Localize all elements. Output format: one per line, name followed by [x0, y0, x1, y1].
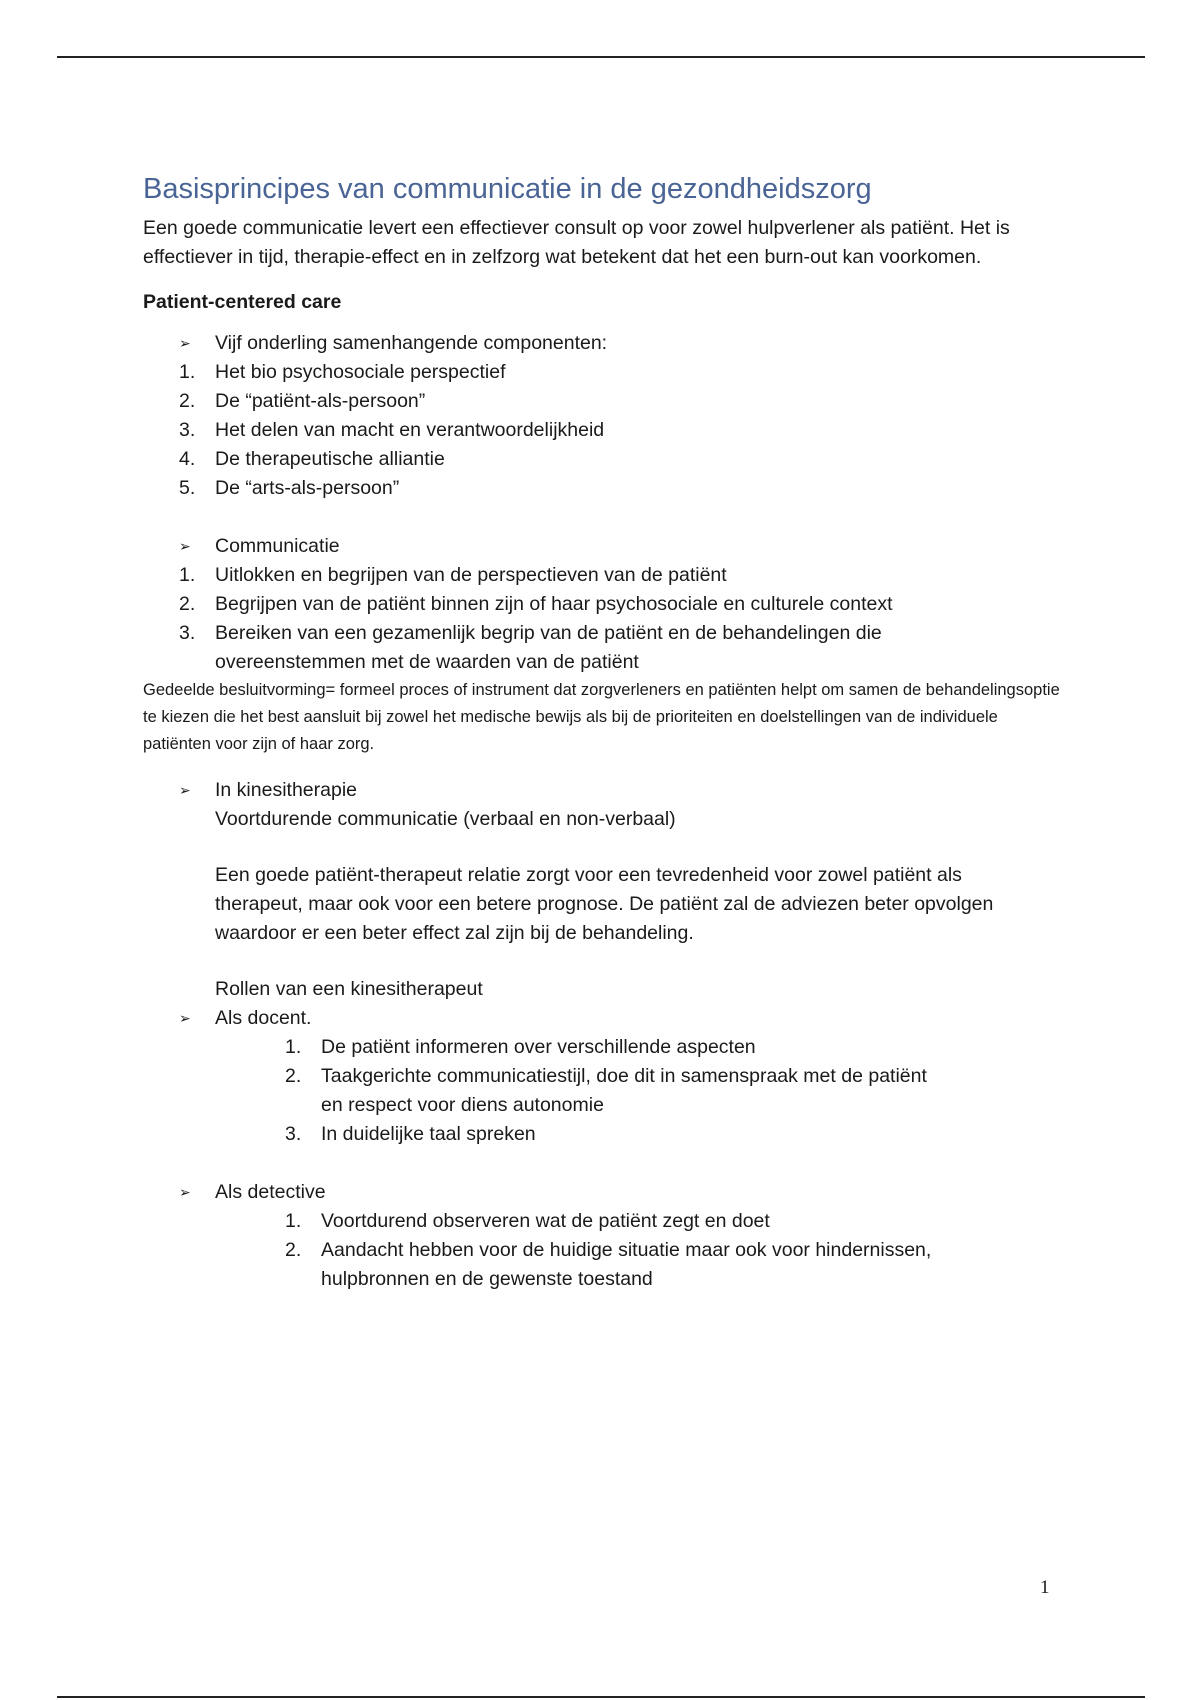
communicatie-bullet — [143, 532, 1063, 561]
intro-paragraph: Een goede communicatie levert een effectiever consult op voor zowel hulpverlener als patiënt. Het is effectiever in tijd, therapie-effect en in zelfzorg wat betekent dat het een burn-out kan voorkomen. — [143, 217, 1010, 268]
docent-bullet — [143, 1004, 1063, 1033]
list-item — [143, 619, 975, 677]
item-text: De therapeutische alliantie — [215, 448, 445, 470]
roles-label: Rollen van een kinesitherapeut — [215, 978, 483, 1000]
item-number: 1. — [179, 361, 196, 383]
bullet-text: Vijf onderling samenhangende componenten: — [215, 332, 608, 354]
item-text: De patiënt informeren over verschillende aspecten — [321, 1036, 756, 1058]
list-item — [143, 1236, 941, 1294]
item-text: Het delen van macht en verantwoordelijkheid — [215, 419, 605, 441]
shared-decision-paragraph: Gedeelde besluitvorming= formeel proces of instrument dat zorgverleners en patiënten helpt om samen de behandelingsoptie te kiezen die het best aansluit bij zowel het medische bewijs als bij de prioriteiten en doelstellingen van de individuele patiënten voor zijn of haar zorg. — [143, 681, 1060, 753]
item-text: Voortdurend observeren wat de patiënt zegt en doet — [321, 1210, 770, 1232]
list-item — [143, 445, 1063, 474]
document-body — [143, 170, 1063, 1294]
item-number: 1. — [179, 564, 196, 586]
item-text: Taakgerichte communicatiestijl, doe dit in samenspraak met de patiënt en respect voor diens autonomie — [321, 1065, 927, 1116]
item-number: 2. — [179, 390, 196, 412]
item-text: Het bio psychosociale perspectief — [215, 361, 506, 383]
list-item — [143, 1062, 941, 1120]
item-number: 1. — [285, 1210, 302, 1232]
bullet-text: Communicatie — [215, 535, 340, 557]
item-number: 3. — [179, 622, 196, 644]
list-item — [143, 590, 1063, 619]
footer-rule — [57, 1696, 1145, 1698]
list-item — [143, 1033, 1063, 1062]
list-item — [143, 1207, 1063, 1236]
item-text: In duidelijke taal spreken — [321, 1123, 536, 1145]
item-number: 2. — [285, 1239, 302, 1261]
item-number: 2. — [285, 1065, 302, 1087]
item-number: 3. — [179, 419, 196, 441]
item-number: 1. — [285, 1036, 302, 1058]
arrow-bullet-icon: ➢ — [179, 1010, 191, 1026]
list-item — [143, 561, 1063, 590]
arrow-bullet-icon: ➢ — [179, 335, 191, 351]
item-number: 5. — [179, 477, 196, 499]
detective-bullet — [143, 1178, 1063, 1207]
item-text: De “patiënt-als-persoon” — [215, 390, 426, 412]
section-heading: Patient-centered care — [143, 291, 342, 313]
bullet-text: Als docent. — [215, 1007, 312, 1029]
list-item — [143, 416, 1063, 445]
list-item — [143, 474, 1063, 503]
bullet-text: Als detective — [215, 1181, 326, 1203]
components-bullet — [143, 329, 1063, 358]
item-text: Aandacht hebben voor de huidige situatie maar ook voor hindernissen, hulpbronnen en de gewenste toestand — [321, 1239, 932, 1290]
item-number: 4. — [179, 448, 196, 470]
item-number: 3. — [285, 1123, 302, 1145]
item-number: 2. — [179, 593, 196, 615]
arrow-bullet-icon: ➢ — [179, 538, 191, 554]
item-text: Begrijpen van de patiënt binnen zijn of haar psychosociale en culturele context — [215, 593, 893, 615]
kine-paragraph: Een goede patiënt-therapeut relatie zorgt voor een tevredenheid voor zowel patiënt als therapeut, maar ook voor een betere prognose. De patiënt zal de adviezen beter opvolgen waardoor er een beter effect zal zijn bij de behandeling. — [215, 864, 994, 944]
kine-bullet — [143, 776, 1063, 805]
list-item — [143, 358, 1063, 387]
page-number: 1 — [1040, 1577, 1050, 1598]
bullet-text: In kinesitherapie — [215, 779, 358, 801]
item-text: Uitlokken en begrijpen van de perspectieven van de patiënt — [215, 564, 727, 586]
arrow-bullet-icon: ➢ — [179, 782, 191, 798]
arrow-bullet-icon: ➢ — [179, 1184, 191, 1200]
item-text: De “arts-als-persoon” — [215, 477, 400, 499]
kine-line: Voortdurende communicatie (verbaal en non-verbaal) — [215, 808, 676, 830]
list-item — [143, 1120, 1063, 1149]
list-item — [143, 387, 1063, 416]
header-rule — [57, 56, 1145, 58]
item-text: Bereiken van een gezamenlijk begrip van de patiënt en de behandelingen die overeenstemmen met de waarden van de patiënt — [215, 622, 882, 673]
document-title: Basisprincipes van communicatie in de gezondheidszorg — [143, 173, 872, 205]
